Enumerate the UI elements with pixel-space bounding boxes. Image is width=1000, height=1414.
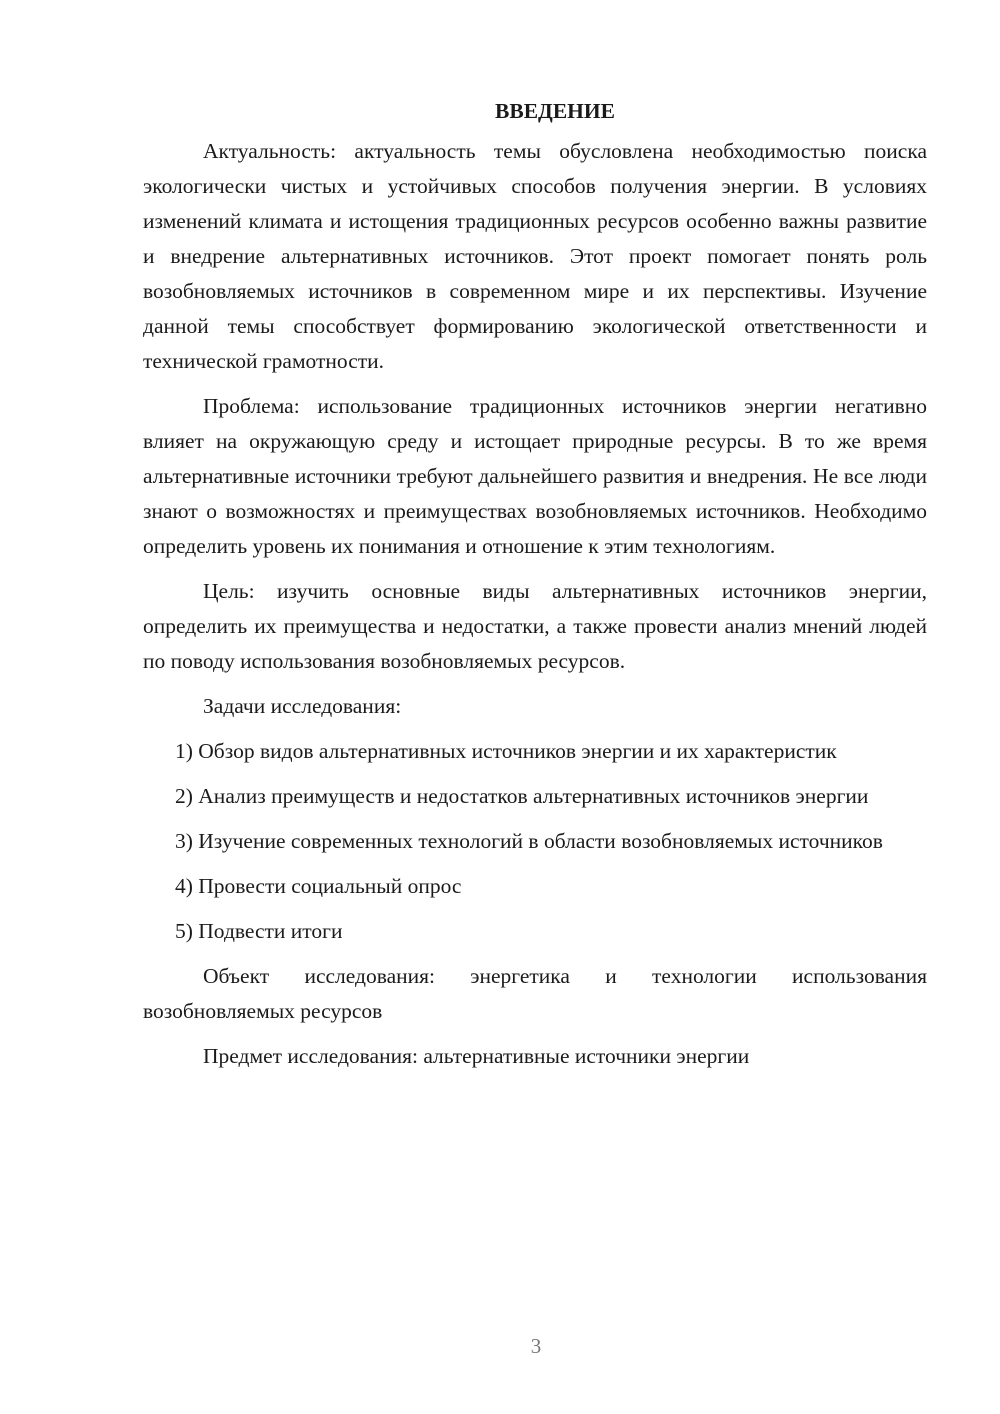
task-item: 1) Обзор видов альтернативных источников энергии и их характеристик (175, 739, 837, 763)
task-item: 4) Провести социальный опрос (175, 874, 462, 898)
page-content (143, 96, 927, 1074)
page-number: 3 (530, 1334, 542, 1358)
object-paragraph: Объект исследования: энергетика и технологии использования возобновляемых ресурсов (143, 964, 927, 1023)
task-item: 5) Подвести итоги (175, 919, 343, 943)
relevance-paragraph: Актуальность: актуальность темы обусловлена необходимостью поиска экологически чистых и устойчивых способов получения энергии. В условиях изменений климата и истощения традиционных ресурсов особенно важны развитие и внедрение альтернативных источников. Этот проект помогает понять роль возобновляемых источников в современном мире и их перспективы. Изучение данной темы способствует формированию экологической ответственности и технической грамотности. (143, 139, 927, 373)
tasks-list (143, 734, 927, 949)
problem-paragraph: Проблема: использование традиционных источников энергии негативно влияет на окружающую среду и истощает природные ресурсы. В то же время альтернативные источники требуют дальнейшего развития и внедрения. Не все люди знают о возможностях и преимуществах возобновляемых источников. Необходимо определить уровень их понимания и отношение к этим технологиям. (143, 394, 927, 558)
goal-paragraph: Цель: изучить основные виды альтернативных источников энергии, определить их преимущества и недостатки, а также провести анализ мнений людей по поводу использования возобновляемых ресурсов. (143, 579, 927, 673)
task-item: 2) Анализ преимуществ и недостатков альтернативных источников энергии (175, 784, 869, 808)
tasks-heading: Задачи исследования: (203, 694, 402, 718)
page-title: ВВЕДЕНИЕ (495, 99, 615, 123)
subject-paragraph: Предмет исследования: альтернативные источники энергии (203, 1044, 750, 1068)
task-item: 3) Изучение современных технологий в области возобновляемых источников (175, 829, 883, 853)
